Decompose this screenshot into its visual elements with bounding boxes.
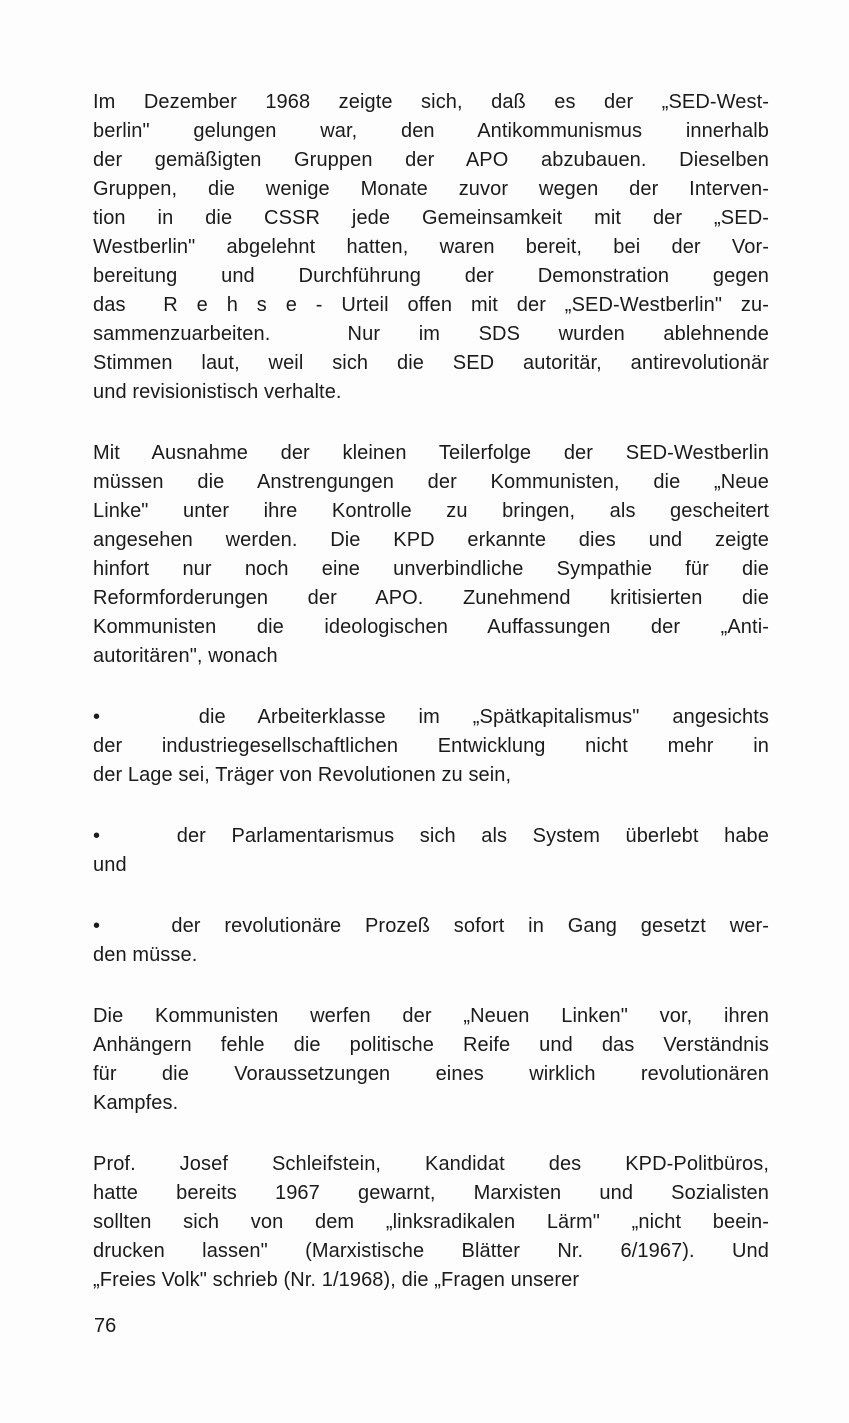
text-line: Mit Ausnahme der kleinen Teilerfolge der SED-Westberlin [93, 442, 769, 464]
text-line: • der Parlamentarismus sich als System überlebt habe [93, 825, 769, 847]
text-line: Anhängern fehle die politische Reife und das Verständnis [93, 1034, 769, 1056]
bullet-item [93, 703, 769, 790]
page-number: 76 [94, 1315, 117, 1337]
text-line: angesehen werden. Die KPD erkannte dies und zeigte [93, 529, 769, 551]
text-line: müssen die Anstrengungen der Kommunisten, die „Neue [93, 471, 769, 493]
text-line: hatte bereits 1967 gewarnt, Marxisten und Sozialisten [93, 1182, 769, 1204]
text-line: tion in die CSSR jede Gemeinsamkeit mit der „SED- [93, 207, 769, 229]
text-line: der industriegesellschaftlichen Entwicklung nicht mehr in [93, 735, 769, 757]
text-line: berlin" gelungen war, den Antikommunismus innerhalb [93, 120, 769, 142]
text-line: sollten sich von dem „linksradikalen Lärm" „nicht beein- [93, 1211, 769, 1233]
text-line: autoritären", wonach [93, 645, 278, 667]
text-line: der Lage sei, Träger von Revolutionen zu sein, [93, 764, 512, 786]
text-line: drucken lassen" (Marxistische Blätter Nr. 6/1967). Und [93, 1240, 769, 1262]
text-line: für die Voraussetzungen eines wirklich revolutionären [93, 1063, 769, 1085]
text-line: den müsse. [93, 944, 198, 966]
text-line: sammenzuarbeiten. Nur im SDS wurden ablehnende [93, 323, 769, 345]
text-line: • die Arbeiterklasse im „Spätkapitalismus" angesichts [93, 706, 769, 728]
text-line: Westberlin" abgelehnt hatten, waren bereit, bei der Vor- [93, 236, 769, 258]
text-line: „Freies Volk" schrieb (Nr. 1/1968), die „Fragen unserer [93, 1269, 580, 1291]
text-line: das R e h s e - Urteil offen mit der „SED-Westberlin" zu- [93, 294, 769, 316]
paragraph [93, 1150, 769, 1295]
bullet-item [93, 822, 769, 880]
text-line: Kommunisten die ideologischen Auffassungen der „Anti- [93, 616, 769, 638]
text-line: Reformforderungen der APO. Zunehmend kritisierten die [93, 587, 769, 609]
text-line: Linke" unter ihre Kontrolle zu bringen, als gescheitert [93, 500, 769, 522]
text-line: Prof. Josef Schleifstein, Kandidat des KPD-Politbüros, [93, 1153, 769, 1175]
bullet-item [93, 912, 769, 970]
paragraph [93, 439, 769, 671]
text-line: Stimmen laut, weil sich die SED autoritär, antirevolutionär [93, 352, 769, 374]
text-blocks [93, 88, 769, 1295]
text-line: und [93, 854, 127, 876]
text-line: hinfort nur noch eine unverbindliche Sympathie für die [93, 558, 769, 580]
paragraph [93, 1002, 769, 1118]
paragraph [93, 88, 769, 407]
text-line: der gemäßigten Gruppen der APO abzubauen. Dieselben [93, 149, 769, 171]
text-line: Gruppen, die wenige Monate zuvor wegen der Interven- [93, 178, 769, 200]
text-line: bereitung und Durchführung der Demonstration gegen [93, 265, 769, 287]
text-line: Kampfes. [93, 1092, 179, 1114]
text-line: Die Kommunisten werfen der „Neuen Linken" vor, ihren [93, 1005, 769, 1027]
text-line: und revisionistisch verhalte. [93, 381, 342, 403]
text-line: • der revolutionäre Prozeß sofort in Gang gesetzt wer- [93, 915, 769, 937]
text-line: Im Dezember 1968 zeigte sich, daß es der „SED-West- [93, 91, 769, 113]
